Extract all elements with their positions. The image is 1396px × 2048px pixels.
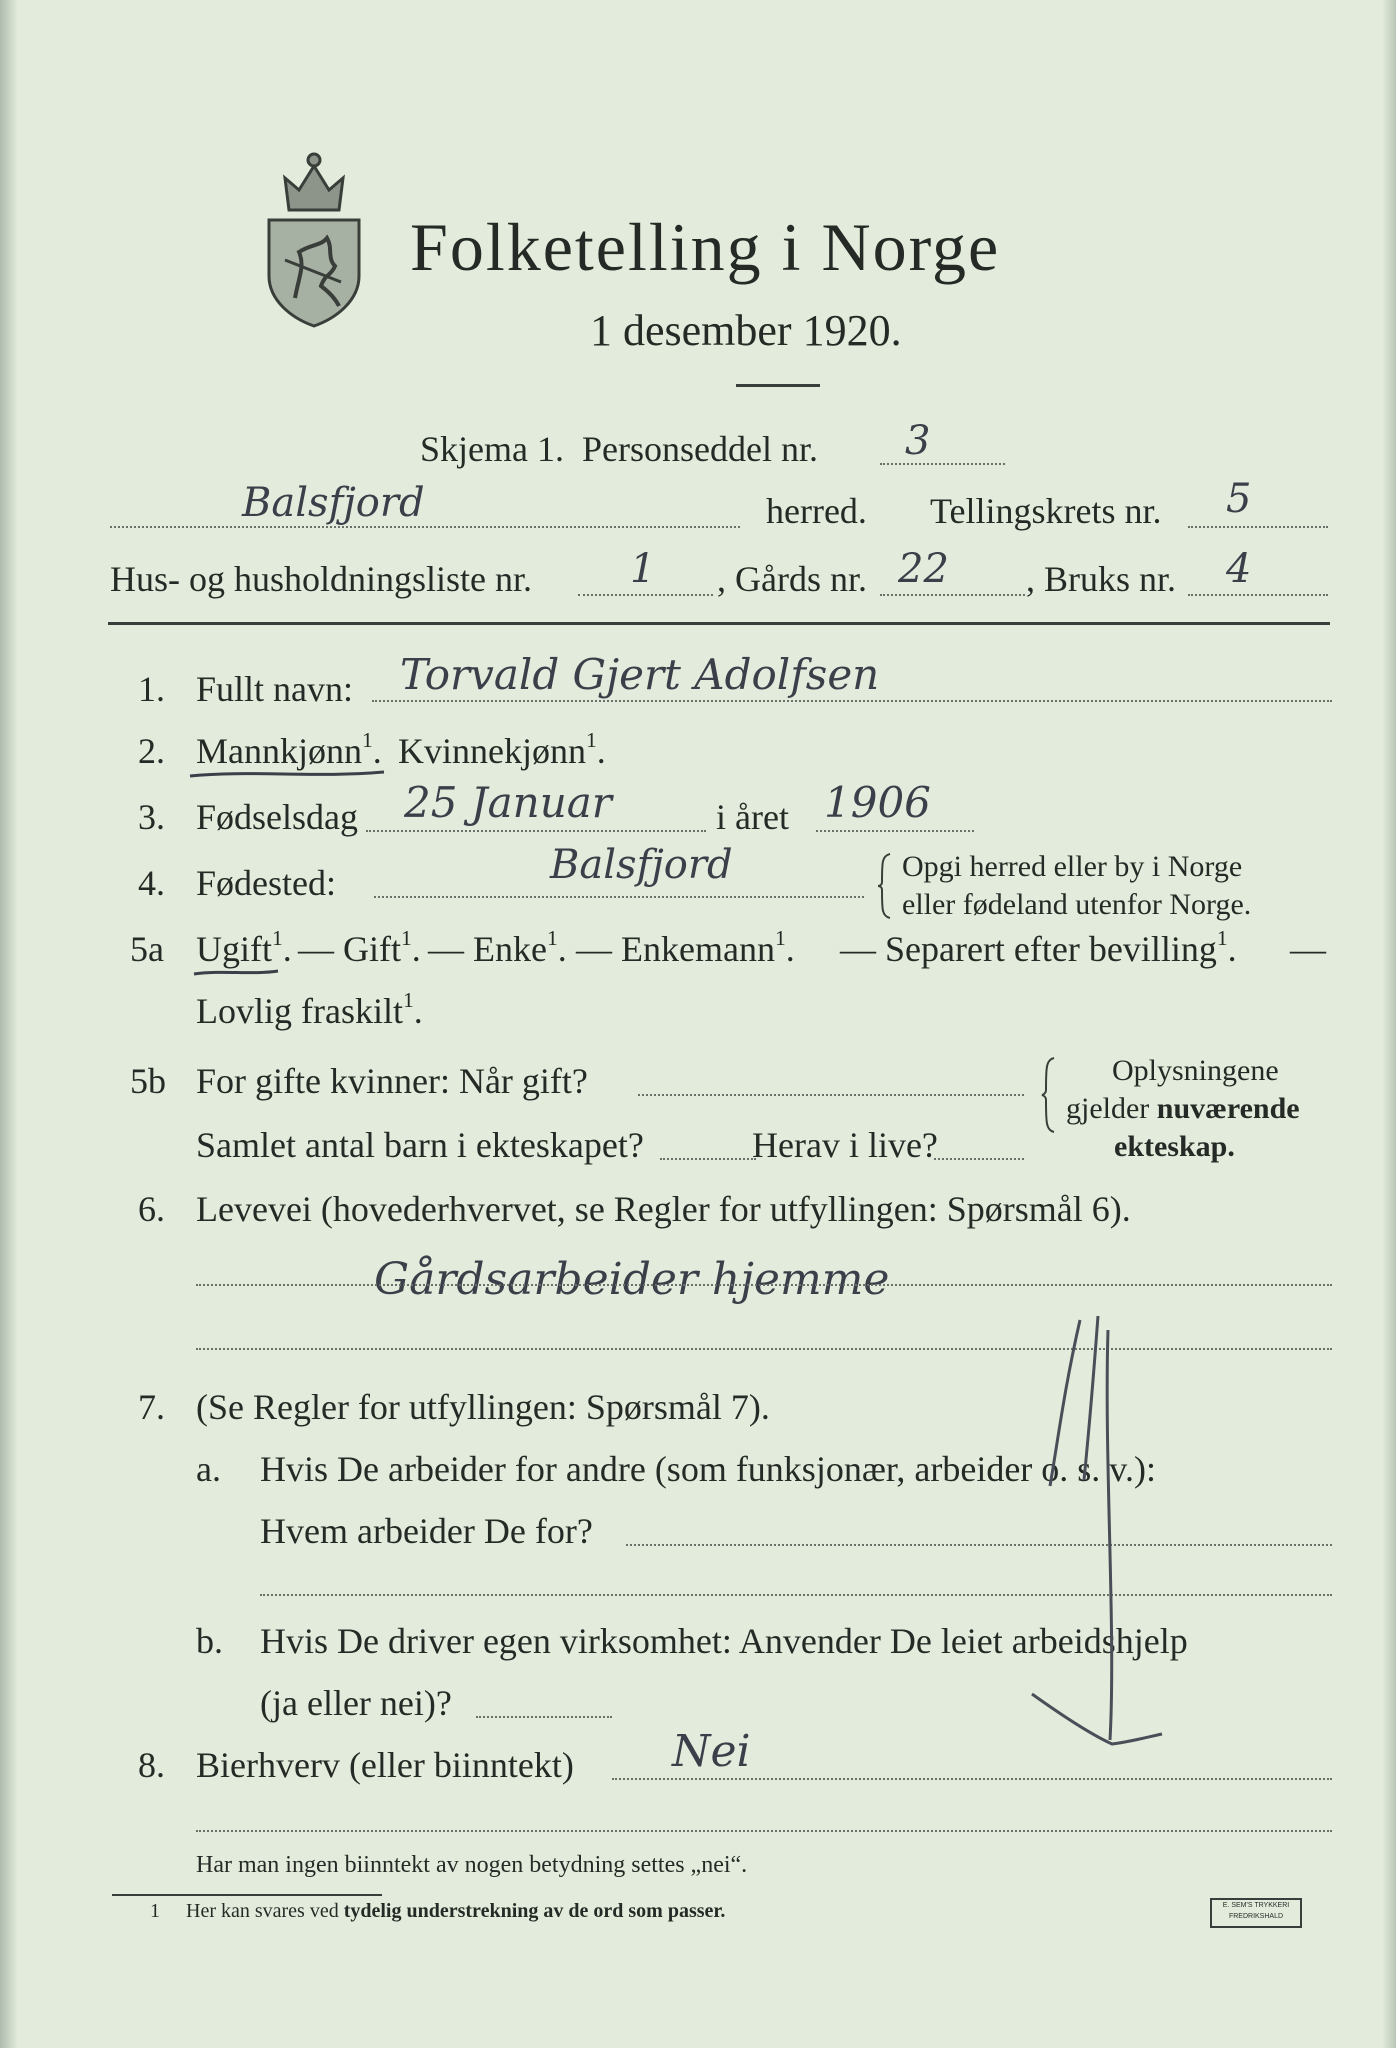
left-page-edge xyxy=(0,0,18,2048)
period: . xyxy=(557,929,567,969)
printer-stamp xyxy=(1210,1898,1302,1928)
personseddel-label: Personseddel nr. xyxy=(582,429,818,469)
herred-field[interactable] xyxy=(110,526,740,528)
period: . xyxy=(282,929,292,969)
form-title: Folketelling i Norge xyxy=(410,209,1001,285)
q5b-number: 5b xyxy=(130,1061,166,1101)
footnote-text xyxy=(186,1900,725,1923)
right-page-edge xyxy=(1382,0,1396,2048)
footnote-mark: 1 xyxy=(546,926,558,950)
census-date: 1 desember 1920. xyxy=(590,306,902,355)
q5a-number: 5a xyxy=(130,929,164,969)
printer-stamp-line2: FREDRIKSHALD xyxy=(1228,1913,1284,1920)
fodselsaar-field[interactable] xyxy=(816,830,974,832)
q7b-text: Hvis De driver egen virksomhet: Anvender De leiet arbeidshjelp xyxy=(260,1621,1188,1661)
q4-label: Fødested: xyxy=(196,863,336,903)
period: . xyxy=(411,929,421,969)
footnote-number: 1 xyxy=(150,1900,160,1922)
husliste-field[interactable] xyxy=(578,594,713,596)
q7-number: 7. xyxy=(138,1387,165,1427)
q1-number: 1. xyxy=(138,669,165,709)
enkemann-option[interactable] xyxy=(576,928,795,970)
q8-number: 8. xyxy=(138,1745,165,1785)
levevei-value: Gårdsarbeider hjemme xyxy=(374,1254,890,1305)
tellingskrets-value: 5 xyxy=(1226,476,1252,522)
lovlig-fraskilt-option[interactable] xyxy=(196,990,423,1032)
footnote-mark: 1 xyxy=(774,926,786,950)
nuvaerende-text: nuværende xyxy=(1156,1092,1300,1125)
fodselsdag-field[interactable] xyxy=(366,830,706,832)
herav-i-live-field[interactable] xyxy=(934,1158,1024,1160)
mannkjonn-text: Mannkjønn xyxy=(196,731,362,771)
fullt-navn-field[interactable] xyxy=(372,700,1332,702)
naar-gift-label: For gifte kvinner: Når gift? xyxy=(196,1061,588,1101)
ugift-option[interactable] xyxy=(196,928,292,970)
q7b-number: b. xyxy=(196,1621,223,1661)
q7a-number: a. xyxy=(196,1449,221,1489)
fodselsaar-value: 1906 xyxy=(824,778,931,827)
oplysningene-note-line1: Oplysningene xyxy=(1112,1054,1279,1087)
gards-label: , Gårds nr. xyxy=(717,559,867,599)
hvem-arbeider-field[interactable] xyxy=(626,1544,1332,1546)
gift-option[interactable] xyxy=(298,928,421,970)
fodested-note-line2: eller fødeland utenfor Norge. xyxy=(902,888,1252,921)
title-divider xyxy=(736,384,820,387)
gift-text: — Gift xyxy=(298,929,401,969)
footnote-mark: 1 xyxy=(585,728,597,752)
ugift-underline-mark xyxy=(192,966,282,978)
bierhverv-field-line2[interactable] xyxy=(196,1830,1332,1832)
husliste-value: 1 xyxy=(630,546,656,592)
herav-i-live-label: Herav i live? xyxy=(752,1125,938,1165)
personseddel-value: 3 xyxy=(905,418,931,464)
fodested-note-line1: Opgi herred eller by i Norge xyxy=(902,850,1243,883)
gards-field[interactable] xyxy=(880,594,1025,596)
fodested-field[interactable] xyxy=(374,896,864,898)
q3-number: 3. xyxy=(138,797,165,837)
bierhverv-value: Nei xyxy=(672,1726,751,1777)
kvinnekjonn-option[interactable] xyxy=(398,730,606,772)
period: . xyxy=(1227,929,1237,969)
personseddel-field[interactable] xyxy=(880,463,1005,465)
q7a-text: Hvis De arbeider for andre (som funksjonær, arbeider o. s. v.): xyxy=(260,1449,1156,1489)
fodselsdag-value: 25 Januar xyxy=(404,778,612,827)
kvinnekjonn-text: Kvinnekjønn xyxy=(398,731,586,771)
q4-number: 4. xyxy=(138,863,165,903)
footnote-mark: 1 xyxy=(401,926,412,950)
q6-label: Levevei (hovederhvervet, se Regler for utfyllingen: Spørsmål 6). xyxy=(196,1189,1131,1229)
header-divider xyxy=(108,622,1330,625)
herred-label: herred. xyxy=(766,491,867,531)
period: . xyxy=(413,991,423,1031)
leiet-arbeidshjelp-field[interactable] xyxy=(476,1716,612,1718)
mannkjonn-underline-mark xyxy=(188,766,388,780)
hvem-arbeider-field-line2[interactable] xyxy=(260,1594,1332,1596)
herred-value: Balsfjord xyxy=(242,480,425,526)
footnote-mark: 1 xyxy=(1216,926,1228,950)
bierhverv-field[interactable] xyxy=(612,1778,1332,1780)
aaret-label: i året xyxy=(716,797,789,837)
gjelder-text: gjelder xyxy=(1066,1092,1150,1125)
q7-label: (Se Regler for utfyllingen: Spørsmål 7). xyxy=(196,1387,770,1427)
period: . xyxy=(372,731,382,771)
enke-option[interactable] xyxy=(428,928,567,970)
footnote-mark: 1 xyxy=(272,926,283,950)
separert-option[interactable] xyxy=(840,928,1237,970)
footnote-mark: 1 xyxy=(402,988,414,1012)
husliste-label: Hus- og husholdningsliste nr. xyxy=(110,559,533,599)
trailing-dash: — xyxy=(1290,929,1326,969)
levevei-field-line1[interactable] xyxy=(196,1284,1332,1286)
q7b-sub-label: (ja eller nei)? xyxy=(260,1683,452,1723)
separert-text: — Separert efter bevilling xyxy=(840,929,1217,969)
footnote-divider xyxy=(112,1894,382,1896)
oplysningene-note-line3: ekteskap. xyxy=(1114,1130,1235,1163)
ugift-text: Ugift xyxy=(196,929,272,969)
q2-number: 2. xyxy=(138,731,165,771)
bruks-field[interactable] xyxy=(1188,594,1328,596)
coat-of-arms-icon xyxy=(255,148,373,330)
fodested-value: Balsfjord xyxy=(550,842,733,888)
tellingskrets-field[interactable] xyxy=(1188,526,1328,528)
fullt-navn-value: Torvald Gjert Adolfsen xyxy=(400,650,880,699)
footnote-text-a: Her kan svares ved xyxy=(186,1900,339,1922)
q1-label: Fullt navn: xyxy=(196,669,354,709)
q6-number: 6. xyxy=(138,1189,165,1229)
tellingskrets-label: Tellingskrets nr. xyxy=(930,491,1162,531)
skjema-label: Skjema 1. xyxy=(420,429,564,469)
footnote-mark: 1 xyxy=(362,728,373,752)
period: . xyxy=(785,929,795,969)
biinntekt-note: Har man ingen biinntekt av nogen betydning settes „nei“. xyxy=(196,1852,748,1878)
enkemann-text: — Enkemann xyxy=(576,929,775,969)
enke-text: — Enke xyxy=(428,929,547,969)
q7a-sub-label: Hvem arbeider De for? xyxy=(260,1511,593,1551)
footnote-text-b: tydelig understrekning av de ord som passer. xyxy=(343,1900,726,1922)
period: . xyxy=(596,731,606,771)
gards-value: 22 xyxy=(898,546,949,592)
oplysningene-note-line2 xyxy=(1066,1092,1300,1126)
q8-label: Bierhverv (eller biinntekt) xyxy=(196,1745,574,1785)
handwritten-strike-marks xyxy=(1020,1310,1170,1770)
brace-icon xyxy=(876,852,896,920)
printer-stamp-line1: E. SEM'S TRYKKERI xyxy=(1222,1902,1290,1909)
lovlig-fraskilt-text: Lovlig fraskilt xyxy=(196,991,403,1031)
brace-icon xyxy=(1040,1056,1060,1134)
samlet-barn-field[interactable] xyxy=(660,1158,756,1160)
bruks-value: 4 xyxy=(1226,546,1252,592)
bruks-label: , Bruks nr. xyxy=(1026,559,1177,599)
samlet-barn-label: Samlet antal barn i ekteskapet? xyxy=(196,1125,644,1165)
q3-label: Fødselsdag xyxy=(196,797,358,837)
naar-gift-field[interactable] xyxy=(638,1094,1024,1096)
